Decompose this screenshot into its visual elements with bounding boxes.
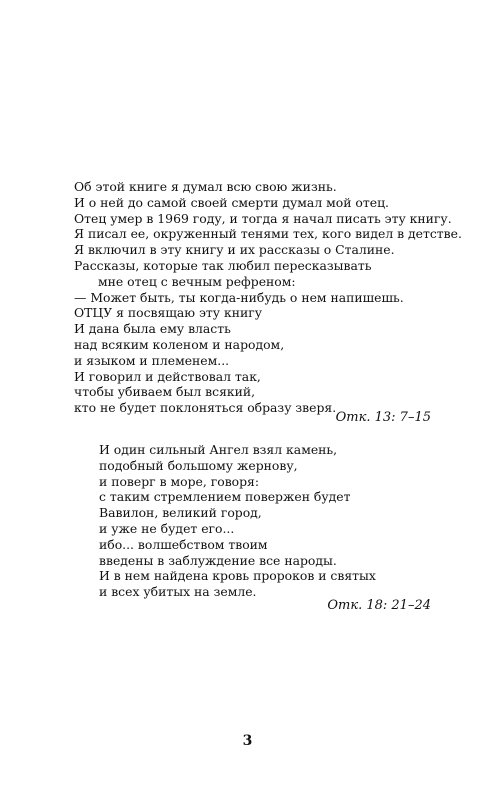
epigraph1-line: И дана была ему власть (74, 321, 231, 337)
epigraph1-line: и языком и племенем... (74, 352, 230, 368)
epigraph2-line: с таким стремлением повержен будет (99, 489, 351, 505)
epigraph2-text (99, 442, 376, 600)
dedication-text (74, 179, 462, 416)
epigraph1-line: И говорил и действовал так, (74, 368, 261, 384)
epigraph2-line: И в нем найдена кровь пророков и святых (99, 568, 376, 584)
dedication-line: Об этой книге я думал всю свою жизнь. (74, 179, 337, 194)
epigraph2-line: ибо... волшебством твоим (99, 536, 268, 552)
epigraph1-line: над всяким коленом и народом, (74, 336, 285, 352)
epigraph2-line: и поверг в море, говоря: (99, 473, 260, 489)
epigraph1-line: чтобы убиваем был всякий, (74, 384, 256, 400)
epigraph2-line: И один сильный Ангел взял камень, (99, 442, 338, 457)
dedication-line: Отец умер в 1969 году, и тогда я начал писать эту книгу. (74, 210, 452, 226)
dedication-line: Рассказы, которые так любил пересказывать (74, 257, 372, 273)
dedication-line: И о ней до самой своей смерти думал мой отец. (74, 194, 389, 210)
dedication-line: ОТЦУ я посвящаю эту книгу (74, 305, 263, 321)
page-number: 3 (242, 733, 253, 749)
dedication-line: мне отец с вечным рефреном: (98, 273, 296, 289)
epigraph2-line: и уже не будет его... (99, 520, 235, 536)
dedication-line: Я включил в эту книгу и их рассказы о Сталине. (74, 242, 395, 258)
epigraph1-citation: Отк. 13: 7–15 (335, 410, 431, 425)
epigraph2-line: введены в заблуждение все народы. (99, 552, 337, 568)
epigraph2-line: Вавилон, великий город, (99, 505, 262, 521)
epigraph2-line: и всех убитых на земле. (99, 584, 257, 600)
dedication-line: — Может быть, ты когда-нибудь о нем напишешь. (74, 289, 404, 305)
dedication-line: Я писал ее, окруженный тенями тех, кого видел в детстве. (74, 226, 462, 242)
epigraph2-line: подобный большому жернову, (99, 457, 298, 473)
epigraph2-citation: Отк. 18: 21–24 (327, 598, 431, 613)
epigraph1-line: кто не будет поклоняться образу зверя. (74, 400, 337, 416)
